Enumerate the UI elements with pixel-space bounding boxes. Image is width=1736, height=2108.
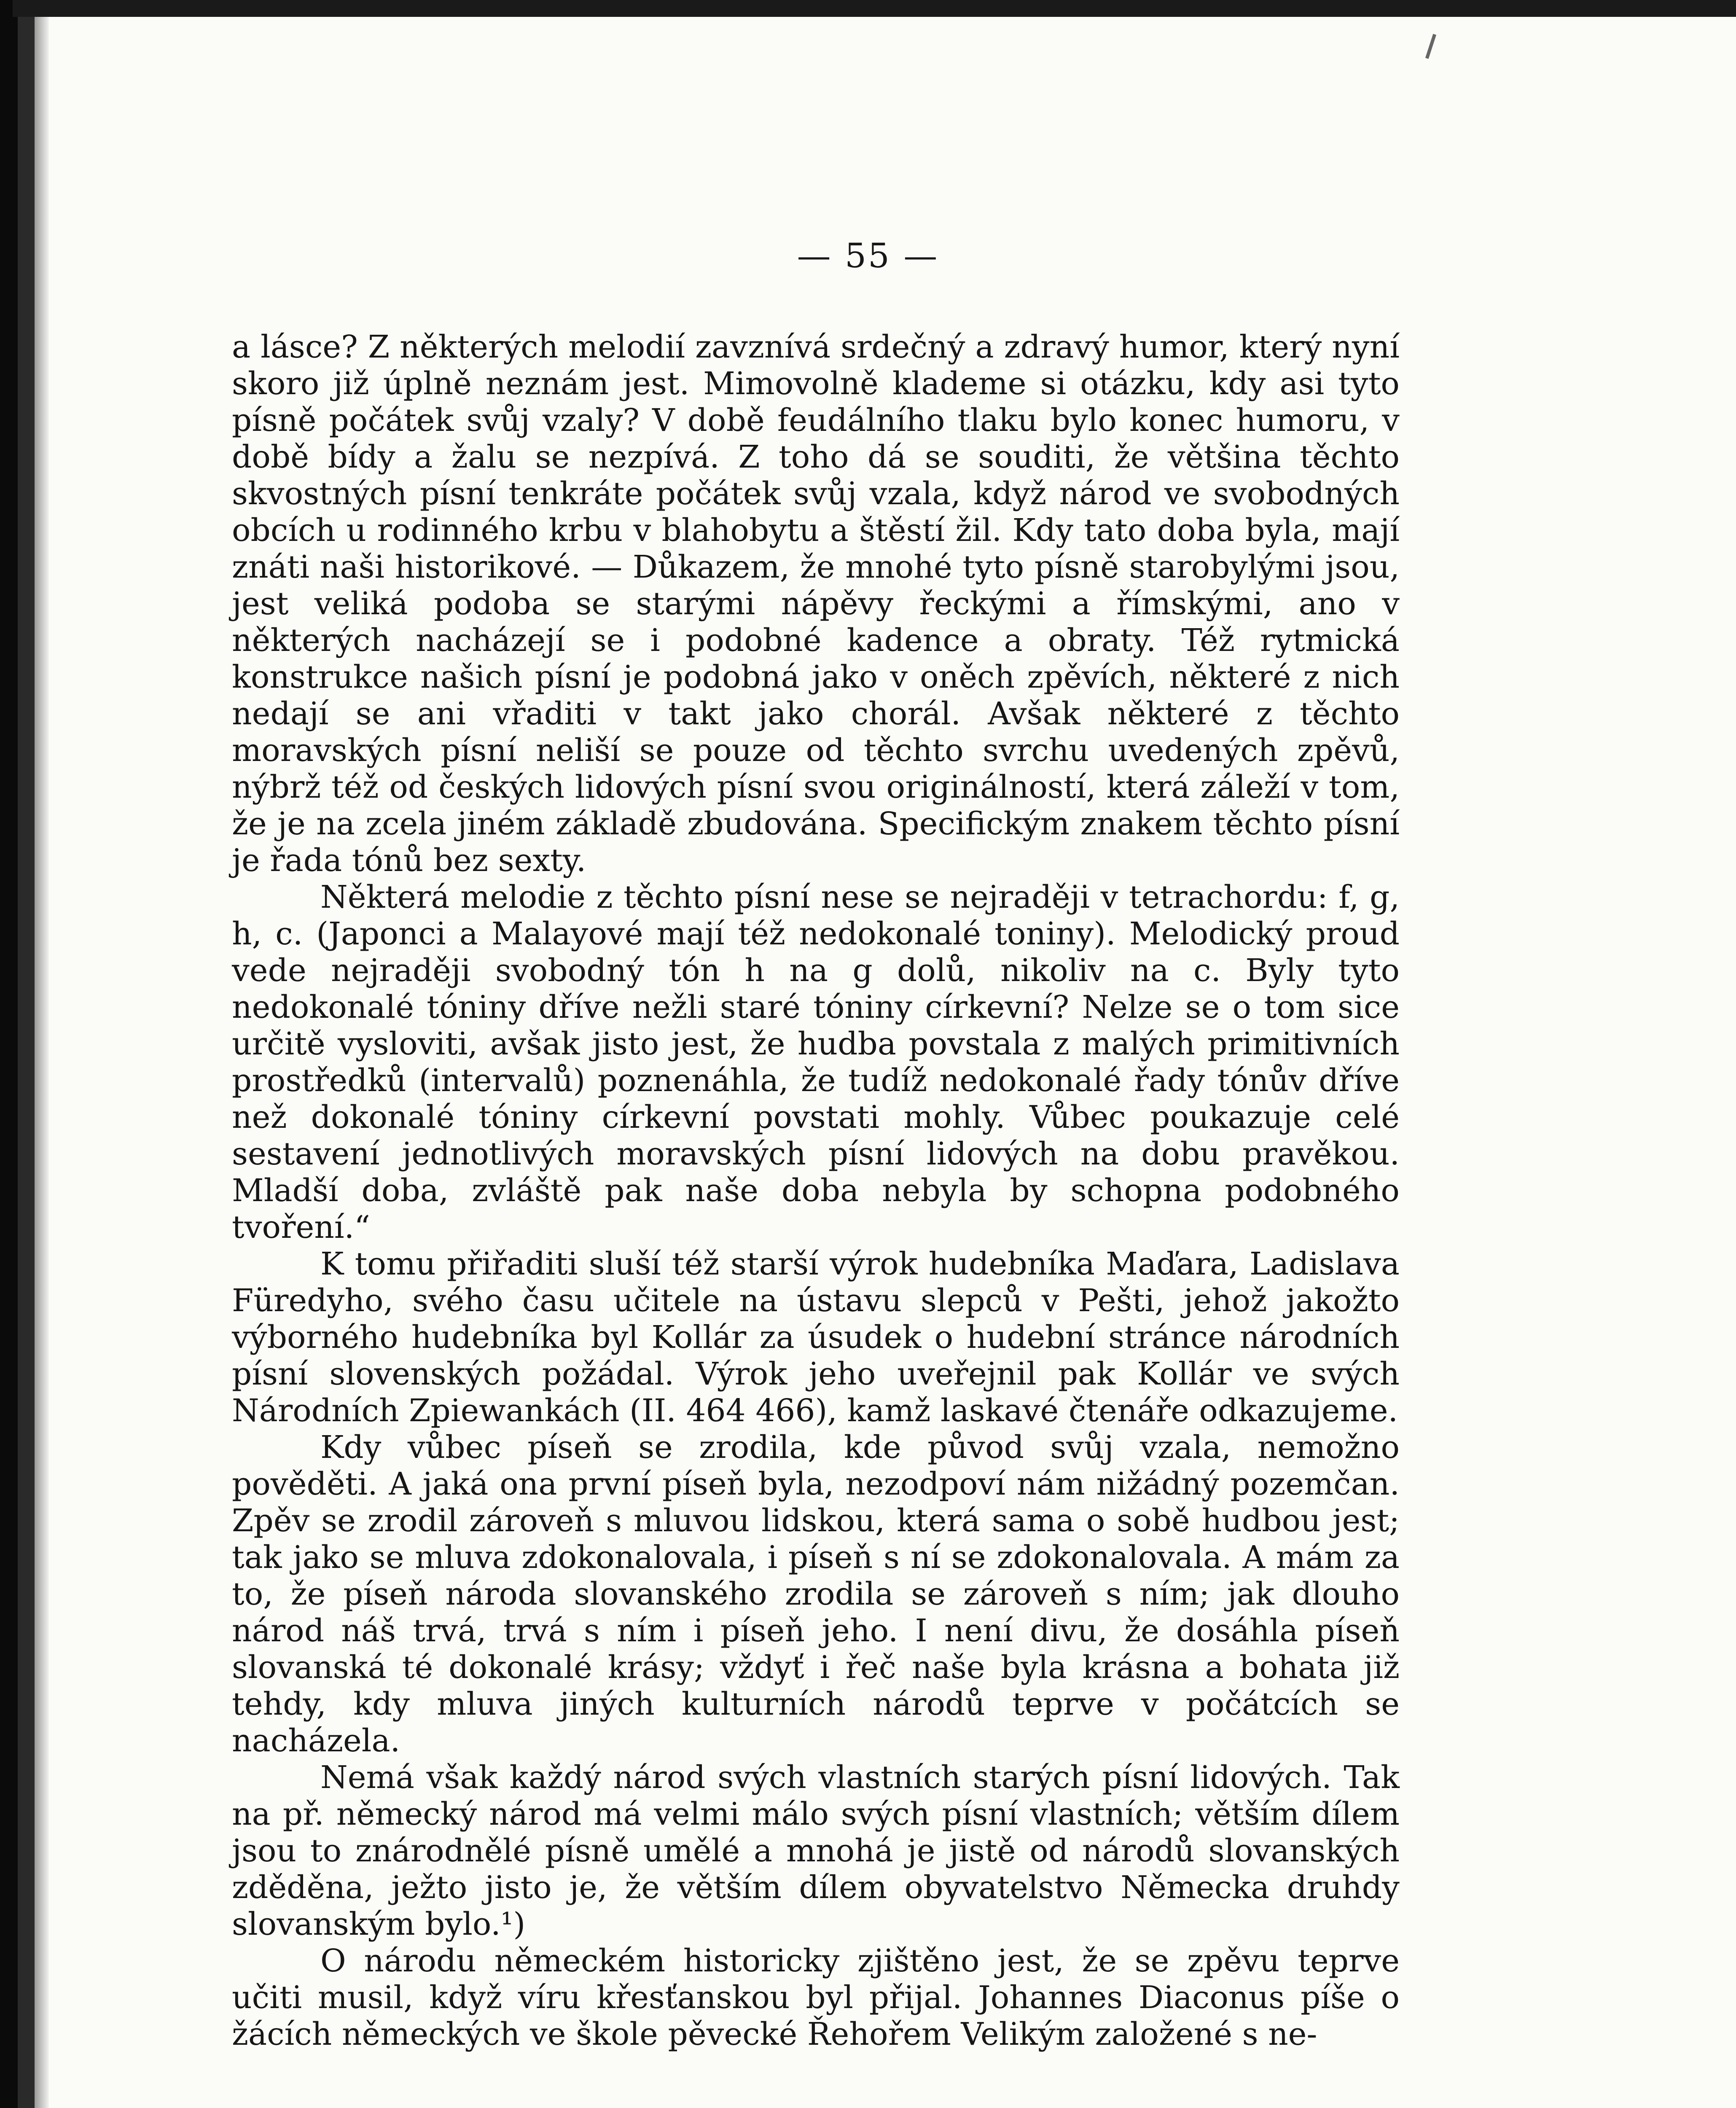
paragraph-5: Nemá však každý národ svých vlastních starých písní lidových. Tak na př. německý národ má velmi málo svých písní vlastních; větším dílem jsou to znárodnělé písně umělé a mnohá je jistě od národů slovanských zděděna, ježto jisto je, že větším dílem obyvatelstvo Německa druhdy slovanským bylo.¹) (232, 1759, 1400, 1942)
page-number: — 55 — (797, 236, 939, 275)
paragraph-3: K tomu přiřaditi sluší též starší výrok hudebníka Maďara, Ladislava Füredyho, svého času učitele na ústavu slepců v Pešti, jehož jakožto výborného hudebníka byl Kollár za úsudek o hudební stránce národních písní slovenských požádal. Výrok jeho uveřejnil pak Kollár ve svých Národních Zpiewankách (II. 464 466), kamž laskavé čtenáře odkazujeme. (232, 1246, 1400, 1429)
page-edge-shading (35, 0, 49, 2108)
paragraph-2: Některá melodie z těchto písní nese se nejraději v tetrachordu: f, g, h, c. (Japonci a Malayové mají též nedokonalé toniny). Melodický proud vede nejraději svobodný tón h na g dolů, nikoliv na c. Byly tyto nedokonalé tóniny dříve nežli staré tóniny církevní? Nelze se o tom sice určitě vysloviti, avšak jisto jest, že hudba povstala z malých primitivních prostředků (intervalů) poznenáhla, že tudíž nedokonalé řady tónův dříve než dokonalé tóniny církevní povstati mohly. Vůbec poukazuje celé sestavení jednotlivých moravských písní lidových na dobu pravěkou. Mladší doba, zvláště pak naše doba nebyla by schopna podobného tvoření.“ (232, 879, 1400, 1245)
paragraph-1: a lásce? Z některých melodií zavznívá srdečný a zdravý humor, který nyní skoro již úplně neznám jest. Mimovolně klademe si otázku, kdy asi tyto písně počátek svůj vzaly? V době feudálního tlaku bylo konec humoru, v době bídy a žalu se nezpívá. Z toho dá se souditi, že většina těchto skvostných písní tenkráte počátek svůj vzala, když národ ve svobodných obcích u rodinného krbu v blahobytu a štěstí žil. Kdy tato doba byla, mají znáti naši historikové. — Důkazem, že mnohé tyto písně starobylými jsou, jest veliká podoba se starými nápěvy řeckými a římskými, ano v některých nacházejí se i podobné kadence a obraty. Též rytmická konstrukce našich písní je podobná jako v oněch zpěvích, některé z nich nedají se ani vřaditi v takt jako chorál. Avšak některé z těchto moravských písní neliší se pouze od těchto svrchu uvedených zpěvů, nýbrž též od českých lidových písní svou originálností, která záleží v tom, že je na zcela jiném základě zbudována. Specifickým znakem těchto písní je řada tónů bez sexty. (232, 329, 1400, 879)
pencil-mark (1425, 34, 1436, 59)
scan-top-border (13, 0, 1736, 17)
paragraph-4: Kdy vůbec píseň se zrodila, kde původ svůj vzala, nemožno pověděti. A jaká ona první píseň byla, nezodpoví nám nižádný pozemčan. Zpěv se zrodil zároveň s mluvou lidskou, která sama o sobě hudbou jest; tak jako se mluva zdokonalovala, i píseň s ní se zdokonalovala. A mám za to, že píseň národa slovanského zrodila se zároveň s ním; jak dlouho národ náš trvá, trvá s ním i píseň jeho. I není divu, že dosáhla píseň slovanská té dokonalé krásy; vždyť i řeč naše byla krásna a bohata již tehdy, kdy mluva jiných kulturních národů teprve v počátcích se nacházela. (232, 1429, 1400, 1759)
body-text (232, 329, 1400, 2053)
paragraph-6: O národu německém historicky zjištěno jest, že se zpěvu teprve učiti musil, když víru křesťanskou byl přijal. Johannes Diaconus píše o žácích německých ve škole pěvecké Řehořem Velikým založené s ne- (232, 1943, 1400, 2052)
book-spine-shadow (0, 0, 18, 2108)
book-spine-gutter (18, 0, 35, 2108)
